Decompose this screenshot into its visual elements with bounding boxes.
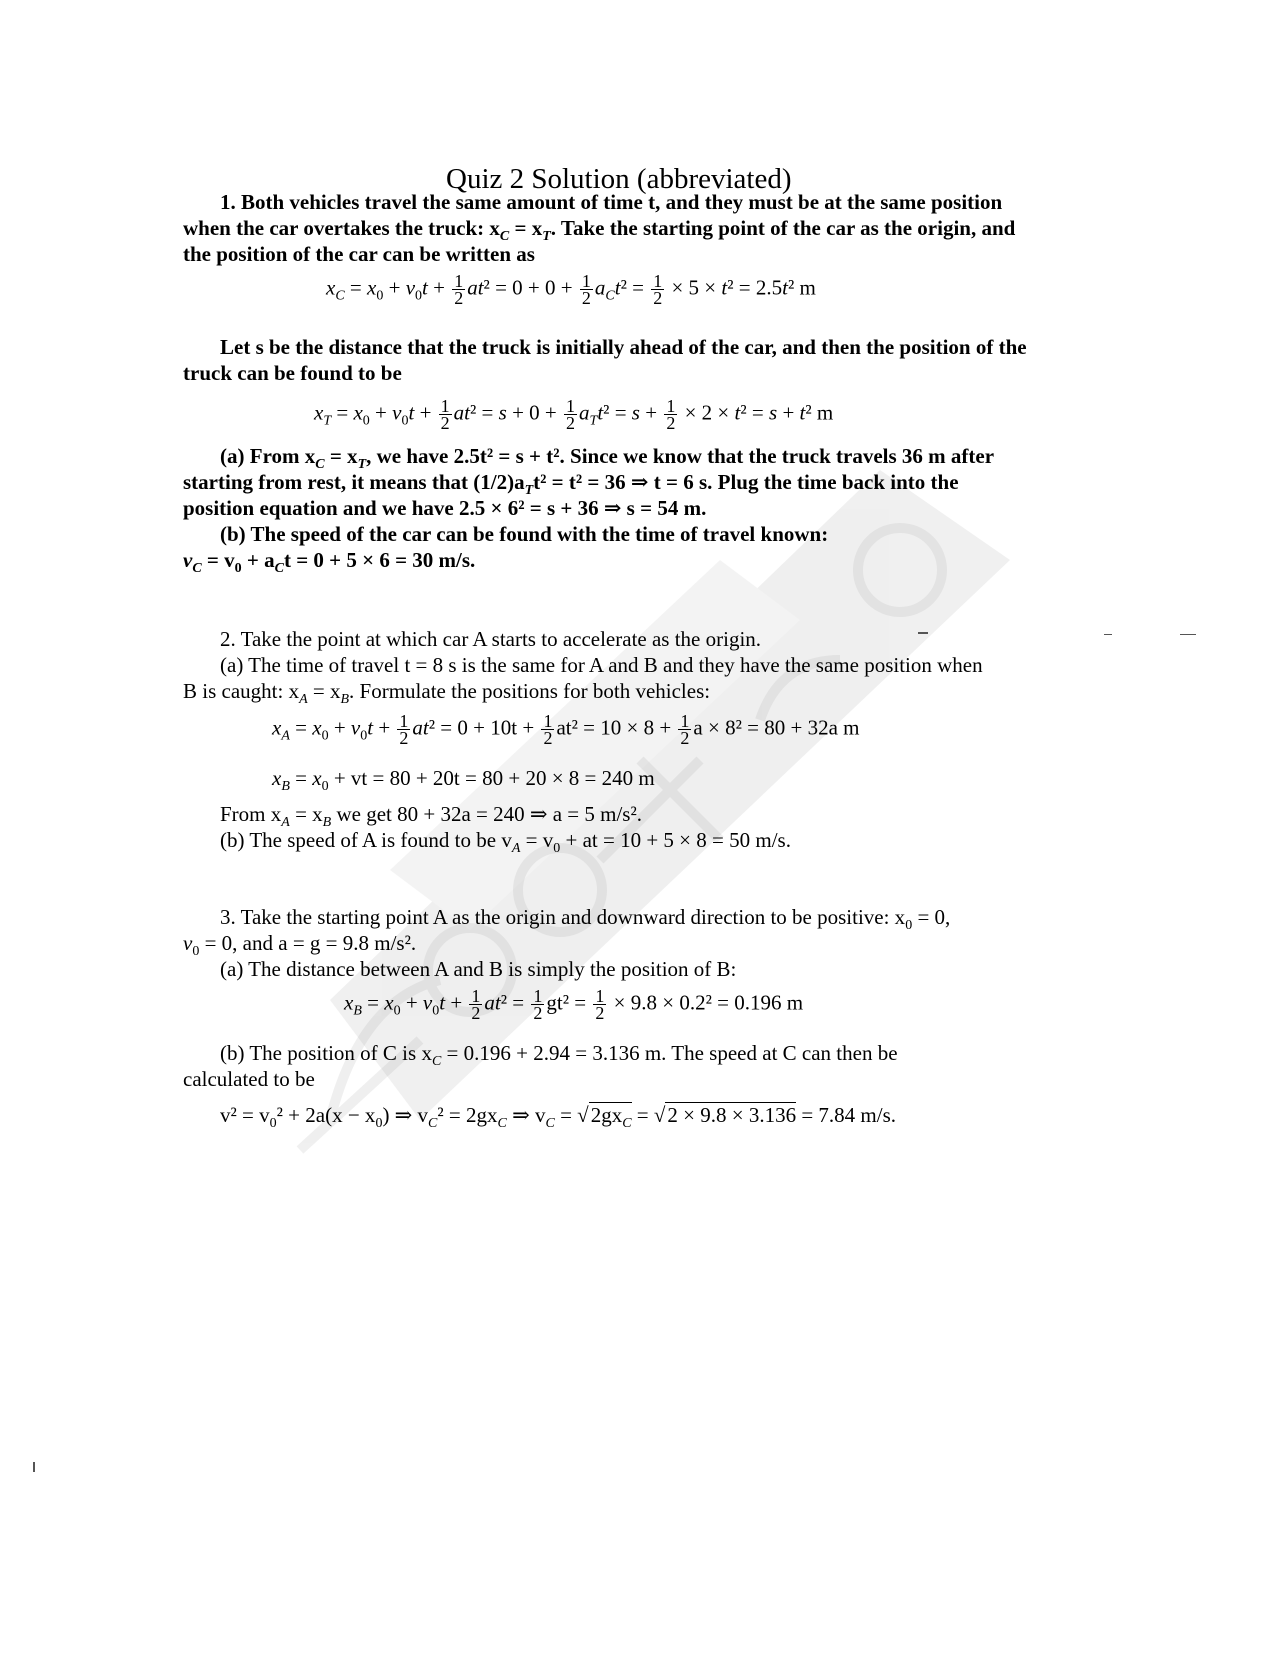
p2-line-2: (a) The time of travel t = 8 s is the same for A and B and they have the same position when <box>220 653 983 677</box>
p1-line-1: 1. Both vehicles travel the same amount of time t, and they must be at the same position <box>220 190 1003 214</box>
p3-equation-speed-c: $v^2 = v_0^2 + 2a(x - x_0)$ ⇒ $v_C^2 = 2gx_C$ ⇒ $v_C = √2gx_C = √2 \times 9.8 \times 3.136 = 7.84$ m/s. <box>220 1103 897 1132</box>
p1-equation-car: $x_C = x_0 + v_0t$ + $\frac{1}{2}$ at² = 0 + 0 + $\frac{1}{2}$ $a_Ct^2$ = $\frac{1}{2}$ × 5 × t² = 2.5t² m <box>326 271 816 308</box>
p2-result-a: From $x_A = x_B$ we get 80 + 32a = 240 ⇒ a = 5 m/s². <box>220 802 643 831</box>
p1-line-2: when the car overtakes the truck: $x_C = x_T$. Take the starting point of the car as the origin, and <box>183 216 1016 245</box>
p1-equation-truck: $x_T = x_0 + v_0t$ + $\frac{1}{2}$ at² = s + 0 + $\frac{1}{2}$ $a_Tt^2 = s$ + $\frac{1}{2}$ × 2 × t² = s + t² m <box>314 396 834 433</box>
p3-part-b-line-1: (b) The position of C is $x_C = 0.196 + 2.94 = 3.136$ m. The speed at C can then be <box>220 1041 898 1070</box>
p2-part-b: (b) The speed of A is found to be $v_A = v_0$ + at = 10 + 5 × 8 = 50 m/s. <box>220 828 791 857</box>
p1-part-a-line-3: position equation and we have 2.5 × 6² = s + 36 ⇒ s = 54 m. <box>183 496 707 520</box>
p3-line-2: $v_0 = 0$, and a = g = 9.8 m/s². <box>183 931 417 960</box>
scan-speck <box>918 632 928 634</box>
p1-part-b-line-2: $v_C = v_0 + a_Ct = 0 + 5 \times 6 = 30$ m/s. <box>183 548 476 577</box>
scan-speck <box>33 1462 35 1472</box>
p1-part-b-line-1: (b) The speed of the car can be found with the time of travel known: <box>220 522 829 546</box>
page-title: Quiz 2 Solution (abbreviated) <box>446 163 792 195</box>
p1-part-a-line-1: (a) From $x_C = x_T$, we have 2.5t² = s + t². Since we know that the truck travels 36 m after <box>220 444 995 473</box>
p1-line-3: the position of the car can be written as <box>183 242 535 266</box>
p3-part-b-line-2: calculated to be <box>183 1067 315 1091</box>
p1-part-a-line-2: starting from rest, it means that $(1/2)a_Tt^2 = t^2 = 36$ ⇒ t = 6 s. Plug the time back into the <box>183 470 959 499</box>
p1-line-4: Let s be the distance that the truck is initially ahead of the car, and then the position of the <box>220 335 1027 359</box>
p2-equation-car-a: $x_A = x_0 + v_0t$ + $\frac{1}{2}$ at² = 0 + 10t + $\frac{1}{2}$ at² = 10 × 8 + $\frac{1}{2}$ a × 8² = 80 + 32a m <box>272 711 860 748</box>
p2-line-1: 2. Take the point at which car A starts to accelerate as the origin. <box>220 627 762 651</box>
p3-part-a: (a) The distance between A and B is simply the position of B: <box>220 957 737 981</box>
p1-line-5: truck can be found to be <box>183 361 402 385</box>
p3-line-1: 3. Take the starting point A as the origin and downward direction to be positive: $x_0 = 0$, <box>220 905 951 934</box>
p3-equation-position-b: $x_B = x_0 + v_0t$ + $\frac{1}{2}$ at² = $\frac{1}{2}$ gt² = $\frac{1}{2}$ × 9.8 × 0.2² = 0.196 m <box>344 986 804 1023</box>
p2-equation-car-b: $x_B = x_0$ + vt = 80 + 20t = 80 + 20 × 8 = 240 m <box>272 766 655 795</box>
scan-speck <box>1180 634 1196 635</box>
scan-speck <box>1104 634 1112 635</box>
p2-line-3: B is caught: $x_A = x_B$. Formulate the positions for both vehicles: <box>183 679 711 708</box>
